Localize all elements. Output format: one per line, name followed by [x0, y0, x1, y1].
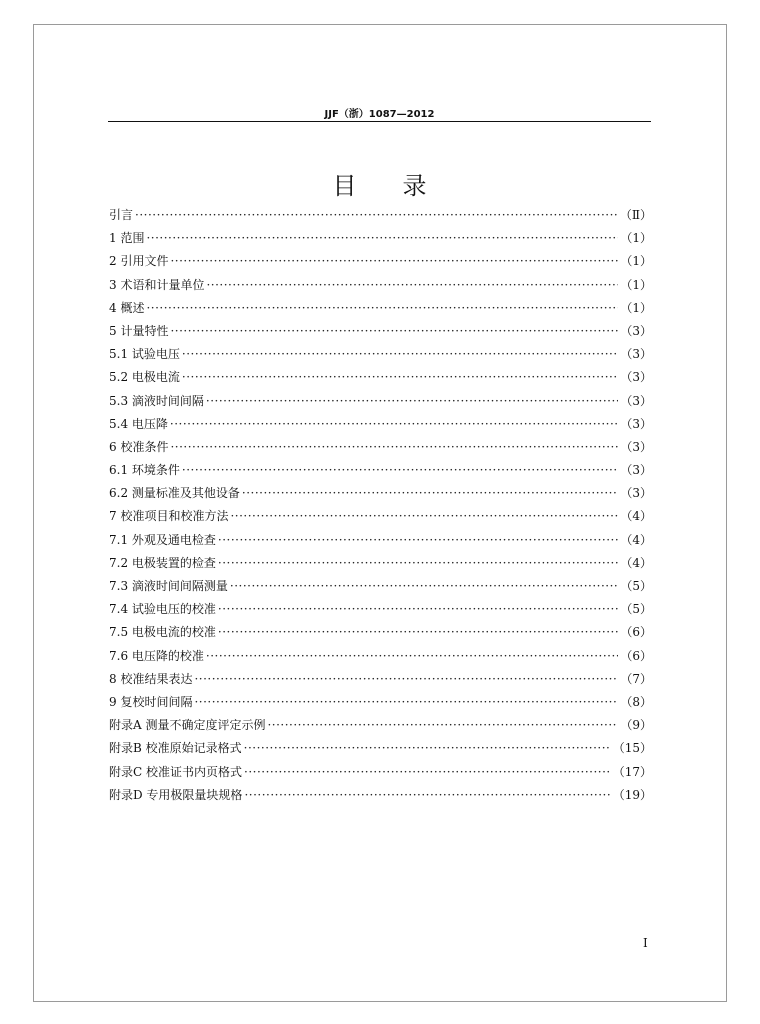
toc-item[interactable]	[109, 366, 652, 389]
toc-item-page: （1）	[620, 277, 652, 292]
toc-item-page: （3）	[620, 347, 652, 362]
toc-item[interactable]	[109, 459, 652, 482]
page-number: I	[643, 936, 648, 950]
toc-item-page: （9）	[620, 718, 652, 733]
toc-leader-dots	[182, 459, 618, 482]
toc-item-label: 7.1 外观及通电检查	[109, 532, 216, 547]
toc-item-page: （4）	[620, 555, 652, 570]
toc-item-label: 2 引用文件	[109, 254, 169, 269]
toc-item-page: （3）	[620, 323, 652, 338]
toc-leader-dots	[230, 575, 618, 598]
toc-item-page: （3）	[620, 486, 652, 501]
toc-leader-dots	[170, 413, 618, 436]
toc-item-label: 附录D 专用极限量块规格	[109, 787, 243, 802]
toc-item-label: 7 校准项目和校准方法	[109, 509, 229, 524]
toc-leader-dots	[206, 645, 618, 668]
toc-item-page: （1）	[620, 300, 652, 315]
toc-item-label: 6.2 测量标准及其他设备	[109, 486, 240, 501]
toc-item-page: （3）	[620, 393, 652, 408]
toc-item-label: 8 校准结果表达	[109, 671, 193, 686]
toc-leader-dots	[182, 343, 618, 366]
toc-item[interactable]	[109, 737, 652, 760]
toc-item[interactable]	[109, 297, 652, 320]
toc-leader-dots	[230, 505, 618, 528]
toc-leader-dots	[194, 668, 618, 691]
toc-item-label: 4 概述	[109, 300, 145, 315]
toc-item[interactable]	[109, 621, 652, 644]
toc-item-label: 5.1 试验电压	[109, 347, 180, 362]
toc-item-page: （5）	[620, 602, 652, 617]
toc-item-page: （15）	[612, 741, 652, 756]
toc-item-label: 5 计量特性	[109, 323, 169, 338]
toc-item-label: 5.4 电压降	[109, 416, 168, 431]
toc-leader-dots	[218, 552, 618, 575]
toc-item-page: （4）	[620, 509, 652, 524]
toc-item-page: （3）	[620, 463, 652, 478]
toc-item-label: 5.3 滴液时间间隔	[109, 393, 204, 408]
toc-item[interactable]	[109, 714, 652, 737]
toc-leader-dots	[242, 482, 618, 505]
toc-item[interactable]	[109, 343, 652, 366]
toc-leader-dots	[135, 204, 618, 227]
toc-item[interactable]	[109, 320, 652, 343]
toc-item-label: 6.1 环境条件	[109, 463, 180, 478]
toc-item-label: 7.2 电极装置的检查	[109, 555, 216, 570]
toc-item-label: 附录A 测量不确定度评定示例	[109, 718, 266, 733]
toc-item-label: 7.6 电压降的校准	[109, 648, 204, 663]
toc-leader-dots	[170, 250, 618, 273]
toc-item-label: 附录C 校准证书内页格式	[109, 764, 242, 779]
toc-item-label: 7.3 滴液时间间隔测量	[109, 579, 228, 593]
standard-code-header: JJF（浙）1087—2012	[324, 109, 435, 120]
toc-leader-dots	[146, 227, 618, 250]
toc-item[interactable]	[109, 250, 652, 273]
toc-item-label: 6 校准条件	[109, 439, 169, 454]
toc-item-page: （3）	[620, 416, 652, 431]
toc-item-label: 9 复校时间间隔	[109, 694, 193, 709]
toc-item[interactable]	[109, 482, 652, 505]
table-of-contents	[109, 204, 652, 807]
toc-item-page: （3）	[620, 370, 652, 385]
toc-item-label: 附录B 校准原始记录格式	[109, 741, 242, 756]
header-rule	[108, 121, 651, 122]
toc-item[interactable]	[109, 413, 652, 436]
toc-item[interactable]	[109, 645, 652, 668]
toc-item-page: （17）	[612, 764, 652, 779]
toc-leader-dots	[244, 784, 610, 807]
toc-leader-dots	[182, 366, 618, 389]
toc-item-page: （8）	[620, 694, 652, 709]
toc-item-page: （Ⅱ）	[619, 208, 652, 222]
toc-item-page: （6）	[620, 648, 652, 663]
toc-item[interactable]	[109, 227, 652, 250]
toc-item[interactable]	[109, 552, 652, 575]
toc-leader-dots	[206, 390, 618, 413]
toc-item[interactable]	[109, 436, 652, 459]
toc-item-page: （1）	[620, 231, 652, 246]
toc-item-page: （7）	[620, 671, 652, 686]
toc-leader-dots	[218, 598, 618, 621]
toc-item-page: （6）	[620, 625, 652, 640]
toc-leader-dots	[244, 737, 611, 760]
toc-item-label: 引言	[109, 208, 134, 222]
toc-item[interactable]	[109, 529, 652, 552]
toc-leader-dots	[218, 529, 618, 552]
page-title: 目录	[332, 172, 473, 201]
toc-item-page: （19）	[612, 787, 652, 802]
toc-item[interactable]	[109, 668, 652, 691]
toc-leader-dots	[267, 714, 618, 737]
toc-item-label: 1 范围	[109, 231, 145, 246]
toc-item[interactable]	[109, 598, 652, 621]
toc-item-label: 5.2 电极电流	[109, 370, 180, 385]
toc-item-page: （1）	[620, 254, 652, 269]
toc-leader-dots	[194, 691, 618, 714]
toc-item-label: 3 术语和计量单位	[109, 277, 205, 292]
toc-item[interactable]	[109, 505, 652, 528]
toc-item-page: （3）	[620, 439, 652, 454]
toc-leader-dots	[206, 274, 618, 297]
toc-item-page: （4）	[620, 532, 652, 547]
toc-item-label: 7.5 电极电流的校准	[109, 625, 216, 640]
toc-leader-dots	[244, 761, 611, 784]
toc-leader-dots	[170, 436, 618, 459]
toc-item[interactable]	[109, 575, 652, 598]
toc-item[interactable]	[109, 274, 652, 297]
toc-item[interactable]	[109, 390, 652, 413]
toc-item[interactable]	[109, 204, 652, 227]
toc-item-label: 7.4 试验电压的校准	[109, 602, 216, 617]
toc-item[interactable]	[109, 691, 652, 714]
toc-item[interactable]	[109, 761, 652, 784]
toc-item[interactable]	[109, 784, 652, 807]
toc-item-page: （5）	[620, 579, 652, 593]
toc-leader-dots	[218, 621, 618, 644]
toc-leader-dots	[146, 297, 618, 320]
toc-leader-dots	[170, 320, 618, 343]
